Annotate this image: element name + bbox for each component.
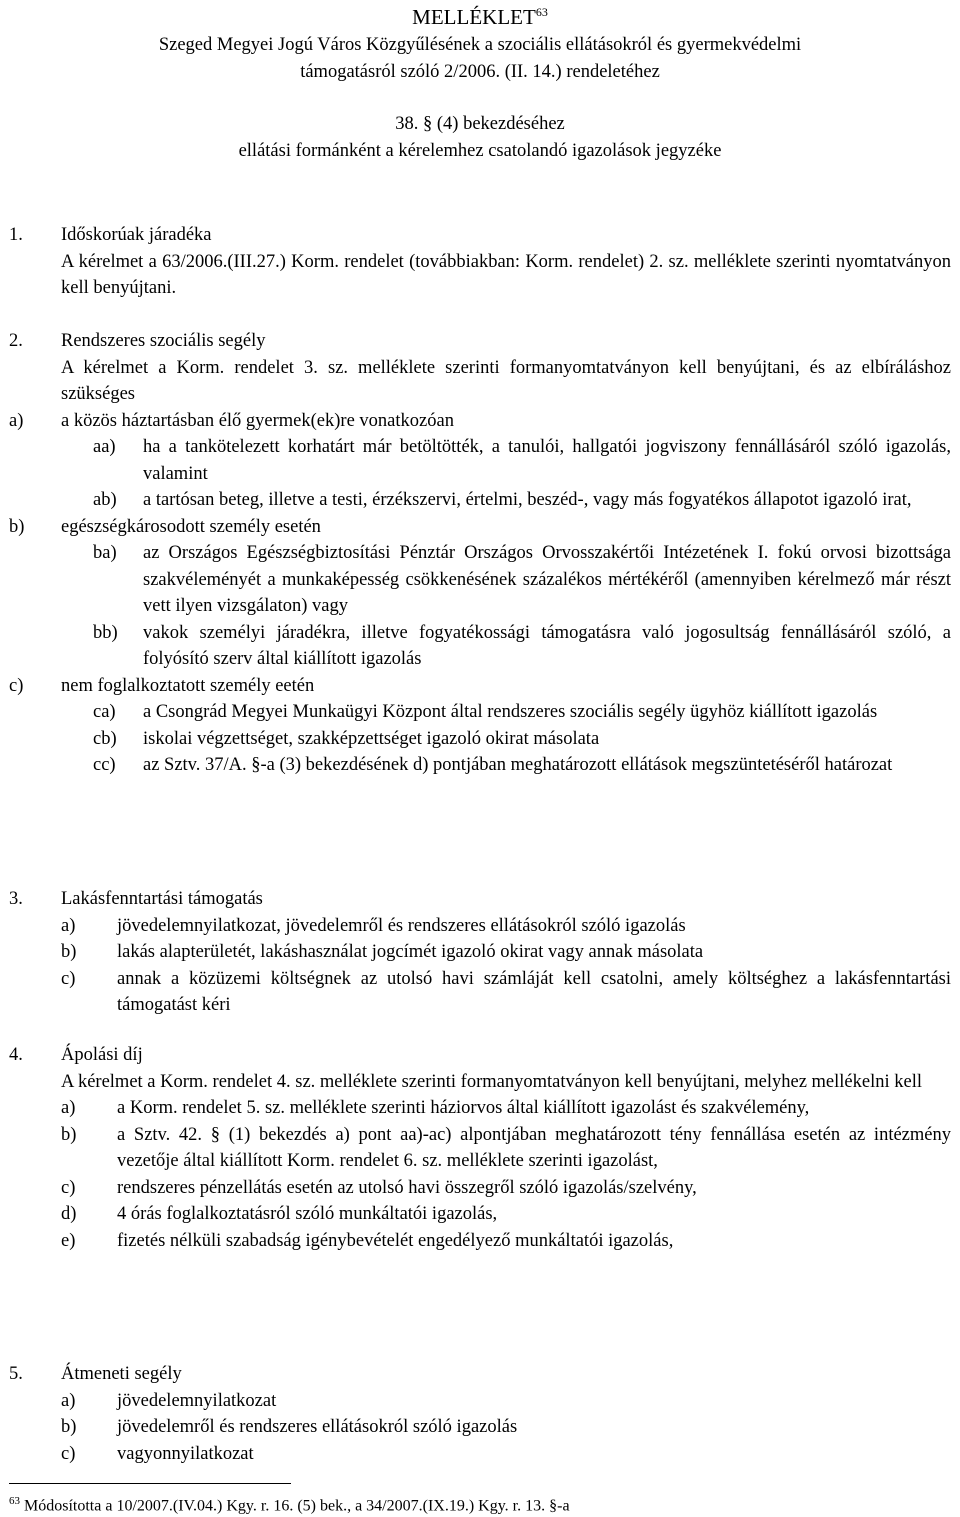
section-number: 3. bbox=[9, 889, 23, 909]
list-text: a Csongrád Megyei Munkaügyi Központ által rendszeres szociális segély ügyhöz kiállított igazolás bbox=[143, 702, 878, 722]
list-text: 4 órás foglalkoztatásról szóló munkáltatói igazolás, bbox=[117, 1204, 498, 1224]
list-label: bb) bbox=[93, 622, 118, 643]
section-title: Rendszeres szociális segély bbox=[61, 331, 266, 351]
list-text: jövedelemről és rendszeres ellátásokról szóló igazolás bbox=[117, 1417, 518, 1437]
list-label: b) bbox=[61, 1124, 77, 1145]
section-title: Átmeneti segély bbox=[61, 1364, 182, 1384]
list-text: a közös háztartásban élő gyermek(ek)re vonatkozóan bbox=[61, 410, 454, 431]
list-item bbox=[9, 699, 951, 726]
list-item bbox=[9, 966, 951, 1019]
list-item bbox=[9, 752, 951, 779]
subtitle-line-1: Szeged Megyei Jogú Város Közgyűlésének a szociális ellátásokról és gyermekvédelmi bbox=[158, 35, 802, 55]
list-item bbox=[9, 1201, 951, 1228]
list-item bbox=[9, 1414, 951, 1441]
list-text: annak a közüzemi költségnek az utolsó havi számláját kell csatolni, amely költséghez a lakásfenntartási támogatást kéri bbox=[117, 968, 951, 1015]
section-number: 4. bbox=[9, 1045, 23, 1065]
list-label: cb) bbox=[93, 728, 117, 749]
list-item bbox=[9, 487, 951, 514]
list-text: ha a tankötelezett korhatárt már betöltötték, a tanulói, hallgatói jogviszony fennállásáról szóló igazolás, valamint bbox=[143, 437, 951, 484]
list-item bbox=[9, 726, 951, 753]
list-label: a) bbox=[61, 1098, 76, 1118]
list-label: a) bbox=[61, 1390, 76, 1411]
list-item bbox=[9, 1122, 951, 1175]
list-label: ba) bbox=[93, 543, 117, 563]
list-text: az Országos Egészségbiztosítási Pénztár Országos Orvosszakértői Intézetének I. fokú orvosi bizottsága szakvéleményét a munkaképesség csökkenésének százalékos mértékéről (amennyiben kérelmező már részt vett ilyen vizsgálaton) vagy bbox=[143, 543, 951, 616]
list-text: vagyonnyilatkozat bbox=[117, 1443, 254, 1464]
list-label: b) bbox=[61, 942, 77, 962]
list-label: c) bbox=[61, 1443, 76, 1464]
section-5 bbox=[9, 1361, 951, 1467]
list-text: nem foglalkoztatott személy eetén bbox=[61, 675, 315, 696]
list-text: jövedelemnyilatkozat bbox=[117, 1390, 277, 1411]
list-label: e) bbox=[61, 1230, 76, 1251]
footnote-text: Módosította a 10/2007.(IV.04.) Kgy. r. 16. (5) bek., a 34/2007.(IX.19.) Kgy. r. 13. §-a bbox=[24, 1497, 570, 1515]
list-label: a) bbox=[9, 410, 24, 431]
list-text: lakás alapterületét, lakáshasználat jogcímét igazoló okirat vagy annak másolata bbox=[117, 942, 704, 962]
document-header bbox=[0, 4, 960, 164]
section-3 bbox=[9, 886, 951, 1019]
list-label: c) bbox=[61, 968, 76, 989]
section-4 bbox=[9, 1042, 951, 1254]
footnote-ref: 63 bbox=[535, 5, 548, 19]
list-label: aa) bbox=[93, 437, 116, 457]
list-text: az Sztv. 37/A. §-a (3) bekezdésének d) pontjában meghatározott ellátások megszüntetéséről határozat bbox=[143, 755, 893, 775]
list-item bbox=[9, 1175, 951, 1202]
list-item bbox=[9, 434, 951, 487]
list-item bbox=[9, 913, 951, 940]
list-text: jövedelemnyilatkozat, jövedelemről és rendszeres ellátásokról szóló igazolás bbox=[117, 915, 686, 936]
section-title: Ápolási díj bbox=[61, 1045, 143, 1065]
list-item bbox=[9, 673, 951, 700]
section-number: 2. bbox=[9, 331, 23, 351]
list-item bbox=[9, 408, 951, 435]
section-text: A kérelmet a Korm. rendelet 3. sz. melléklete szerinti formanyomtatványon kell benyújtani, és az elbíráláshoz szükséges bbox=[61, 357, 951, 404]
section-number: 1. bbox=[9, 225, 23, 245]
list-text: iskolai végzettséget, szakképzettséget igazoló okirat másolata bbox=[143, 728, 600, 749]
list-item bbox=[9, 514, 951, 541]
list-text: vakok személyi járadékra, illetve fogyatékossági támogatásra való jogosultság fennállásáról szóló, a folyósító szerv által kiállított igazolás bbox=[143, 622, 951, 669]
list-label: cc) bbox=[93, 755, 116, 775]
subtitle-line-3: 38. § (4) bekezdéséhez bbox=[395, 114, 565, 134]
section-heading bbox=[9, 222, 951, 249]
section-heading bbox=[9, 1361, 951, 1388]
list-item bbox=[9, 1228, 951, 1255]
list-text: fizetés nélküli szabadság igénybevételét engedélyező munkáltatói igazolás, bbox=[117, 1230, 674, 1251]
list-label: d) bbox=[61, 1204, 77, 1224]
list-item bbox=[9, 939, 951, 966]
footnote-divider bbox=[9, 1483, 291, 1484]
section-heading bbox=[9, 328, 951, 355]
list-item bbox=[9, 1388, 951, 1415]
list-label: ca) bbox=[93, 702, 116, 722]
subtitle-line-2: támogatásról szóló 2/2006. (II. 14.) rendeletéhez bbox=[300, 61, 660, 82]
list-item bbox=[9, 1441, 951, 1468]
list-label: ab) bbox=[93, 490, 117, 510]
list-text: rendszeres pénzellátás esetén az utolsó havi összegről szóló igazolás/szelvény, bbox=[117, 1177, 697, 1198]
list-text: a Korm. rendelet 5. sz. melléklete szerinti háziorvos által kiállított igazolást és szakvélemény, bbox=[117, 1098, 810, 1118]
section-title: Lakásfenntartási támogatás bbox=[61, 889, 263, 909]
list-label: a) bbox=[61, 915, 76, 936]
section-text: A kérelmet a 63/2006.(III.27.) Korm. rendelet (továbbiakban: Korm. rendelet) 2. sz. melléklete szerinti nyomtatványon kell benyújtani. bbox=[61, 251, 951, 298]
list-label: b) bbox=[61, 1417, 77, 1437]
section-heading bbox=[9, 886, 951, 913]
footnote bbox=[9, 1490, 570, 1517]
section-text: A kérelmet a Korm. rendelet 4. sz. melléklete szerinti formanyomtatványon kell benyújtani, melyhez mellékelni kell bbox=[61, 1071, 922, 1092]
section-number: 5. bbox=[9, 1364, 23, 1384]
list-text: a tartósan beteg, illetve a testi, érzékszervi, értelmi, beszéd-, vagy más fogyatékos állapotot igazoló irat, bbox=[143, 490, 912, 510]
section-title: Időskorúak járadéka bbox=[61, 225, 212, 245]
list-label: c) bbox=[9, 675, 24, 696]
section-2 bbox=[9, 328, 951, 779]
list-item bbox=[9, 1095, 951, 1122]
list-text: egészségkárosodott személy esetén bbox=[61, 516, 321, 537]
list-label: c) bbox=[61, 1177, 76, 1198]
subtitle-line-4: ellátási formánként a kérelemhez csatolandó igazolások jegyzéke bbox=[238, 140, 722, 161]
page-title: MELLÉKLET$^{63}$ bbox=[412, 5, 548, 29]
list-text: a Sztv. 42. § (1) bekezdés a) pont aa)-ac) alpontjában meghatározott tény fennállása esetén az intézmény vezetője által kiállított Korm. rendelet 6. sz. melléklete szerinti igazolást, bbox=[117, 1124, 951, 1171]
list-item bbox=[9, 620, 951, 673]
list-item bbox=[9, 540, 951, 620]
section-1 bbox=[9, 222, 951, 302]
footnote-number: 63 bbox=[9, 1495, 20, 1507]
section-heading bbox=[9, 1042, 951, 1069]
list-label: b) bbox=[9, 516, 25, 537]
